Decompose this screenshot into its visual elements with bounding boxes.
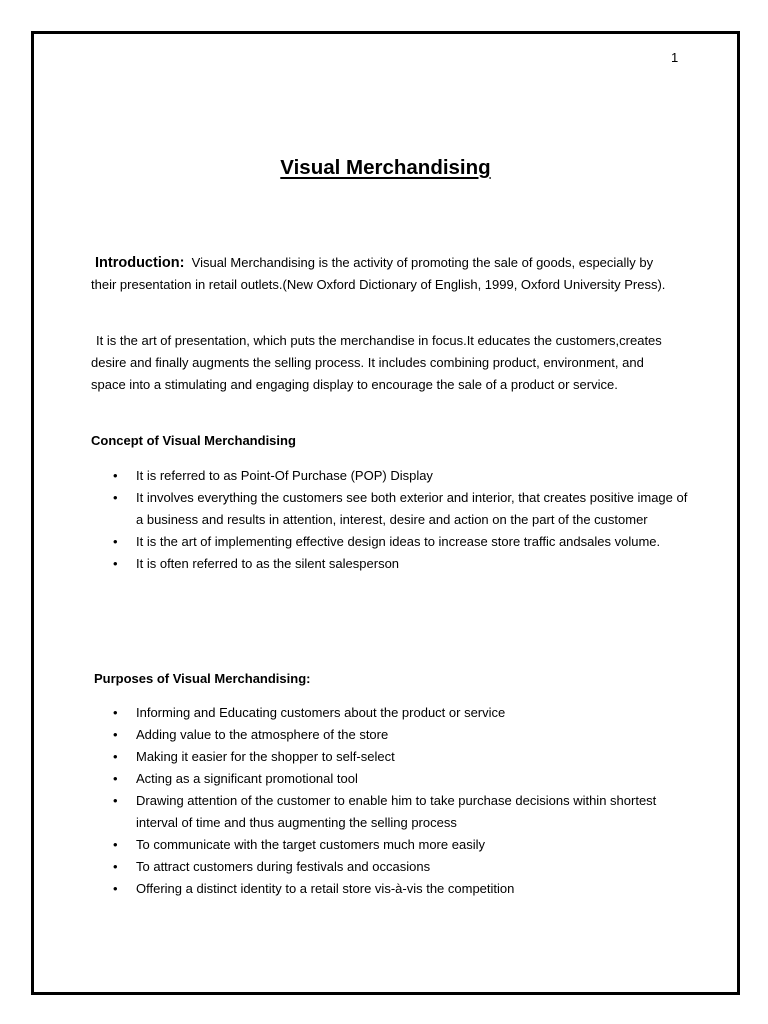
- list-item-text: It is often referred to as the silent salesperson: [136, 556, 400, 571]
- page-number: 1: [671, 50, 679, 65]
- introduction-paragraph: [91, 252, 681, 296]
- list-item: [34, 878, 694, 900]
- bullet-icon: •: [113, 881, 118, 896]
- list-item: [34, 746, 694, 768]
- list-item: [34, 834, 694, 856]
- art-of-presentation-paragraph: It is the art of presentation, which puts the merchandise in focus.It educates the customers,creates desire and finally augments the selling process. It includes combining product, environment, and space into a stimulating and engaging display to encourage the sale of a product or service.: [91, 333, 662, 392]
- bullet-icon: •: [113, 749, 118, 764]
- list-item-text: Informing and Educating customers about the product or service: [136, 705, 506, 720]
- list-item: [34, 724, 694, 746]
- bullet-icon: •: [113, 771, 118, 786]
- list-item-text: It is the art of implementing effective design ideas to increase store traffic andsales volume.: [136, 534, 661, 549]
- purposes-list: [34, 702, 694, 900]
- bullet-icon: •: [113, 727, 118, 742]
- list-item-text: It involves everything the customers see both exterior and interior, that creates positive image of a business and results in attention, interest, desire and action on the part of the customer: [136, 490, 688, 527]
- list-item-text: To attract customers during festivals and occasions: [136, 859, 431, 874]
- bullet-icon: •: [113, 859, 118, 874]
- list-item: [34, 553, 694, 575]
- list-item-text: Offering a distinct identity to a retail store vis-à-vis the competition: [136, 881, 515, 896]
- concept-heading: Concept of Visual Merchandising: [91, 433, 296, 448]
- list-item-text: It is referred to as Point-Of Purchase (POP) Display: [136, 468, 433, 483]
- bullet-icon: •: [113, 793, 118, 808]
- list-item: [34, 768, 694, 790]
- purposes-heading: Purposes of Visual Merchandising:: [94, 671, 311, 686]
- document-page: [31, 31, 740, 995]
- introduction-text: Visual Merchandising is the activity of promoting the sale of goods, especially by their presentation in retail outlets.(New Oxford Dictionary of English, 1999, Oxford University Press).: [91, 255, 666, 292]
- list-item: [34, 790, 694, 834]
- bullet-icon: •: [113, 837, 118, 852]
- list-item: [34, 465, 694, 487]
- introduction-label: Introduction:: [95, 255, 185, 271]
- list-item-text: Drawing attention of the customer to enable him to take purchase decisions within shortest interval of time and thus augmenting the selling process: [136, 793, 657, 830]
- list-item-text: Acting as a significant promotional tool: [136, 771, 358, 786]
- list-item-text: Making it easier for the shopper to self-select: [136, 749, 395, 764]
- bullet-icon: •: [113, 490, 118, 505]
- list-item: [34, 531, 694, 553]
- document-title: Visual Merchandising: [280, 156, 491, 179]
- bullet-icon: •: [113, 705, 118, 720]
- concept-list: [34, 465, 694, 575]
- list-item-text: To communicate with the target customers much more easily: [136, 837, 485, 852]
- bullet-icon: •: [113, 556, 118, 571]
- list-item: [34, 856, 694, 878]
- list-item-text: Adding value to the atmosphere of the store: [136, 727, 389, 742]
- list-item: [34, 487, 694, 531]
- bullet-icon: •: [113, 534, 118, 549]
- list-item: [34, 702, 694, 724]
- bullet-icon: •: [113, 468, 118, 483]
